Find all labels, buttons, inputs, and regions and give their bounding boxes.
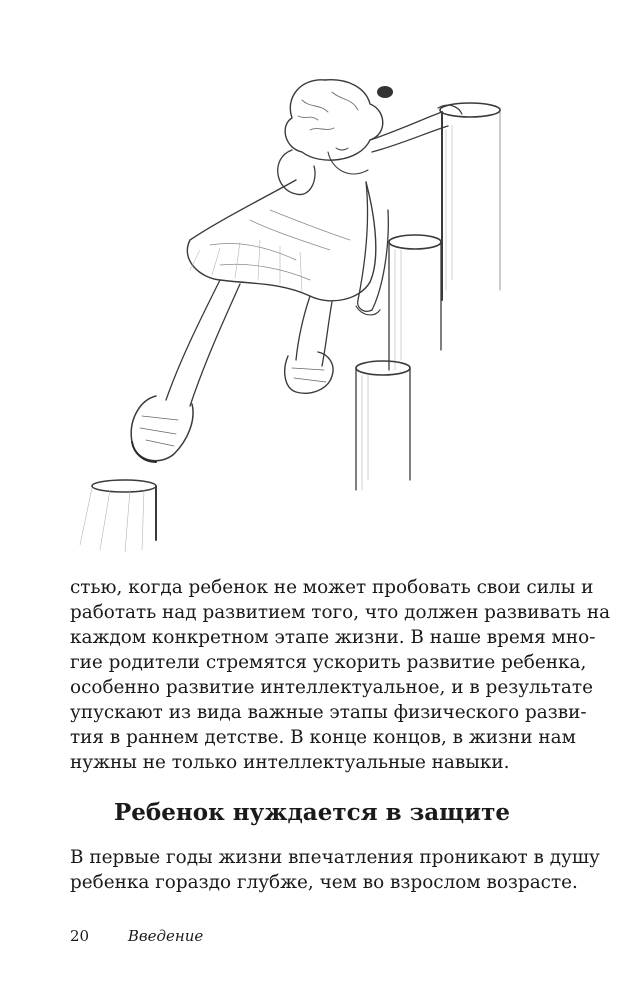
text-line: каждом конкретном этапе жизни. В наше время мно- xyxy=(70,627,596,648)
text-line: гие родители стремятся ускорить развитие ребенка, xyxy=(70,652,587,673)
page-footer xyxy=(70,926,203,946)
body-paragraph xyxy=(70,575,611,775)
sketch-drawing xyxy=(70,70,560,570)
text-line: ребенка гораздо глубже, чем во взрослом возрасте. xyxy=(70,872,578,893)
running-title: Введение xyxy=(127,927,204,945)
girl-climbing-sketch-illustration xyxy=(70,70,560,570)
text-line: стью, когда ребенок не может пробовать свои силы и xyxy=(70,577,594,598)
text-line: упускают из вида важные этапы физического разви- xyxy=(70,702,587,723)
text-line: работать над развитием того, что должен развивать на xyxy=(70,602,611,623)
page-number: 20 xyxy=(70,927,90,945)
text-line: В первые годы жизни впечатления проникают в душу xyxy=(70,847,600,868)
text-line: нужны не только интеллектуальные навыки. xyxy=(70,752,510,773)
section-heading: Ребенок нуждается в защите xyxy=(114,799,510,826)
section-paragraph xyxy=(70,845,600,895)
text-line: особенно развитие интеллектуальное, и в результате xyxy=(70,677,593,698)
text-line: тия в раннем детстве. В конце концов, в жизни нам xyxy=(70,727,576,748)
